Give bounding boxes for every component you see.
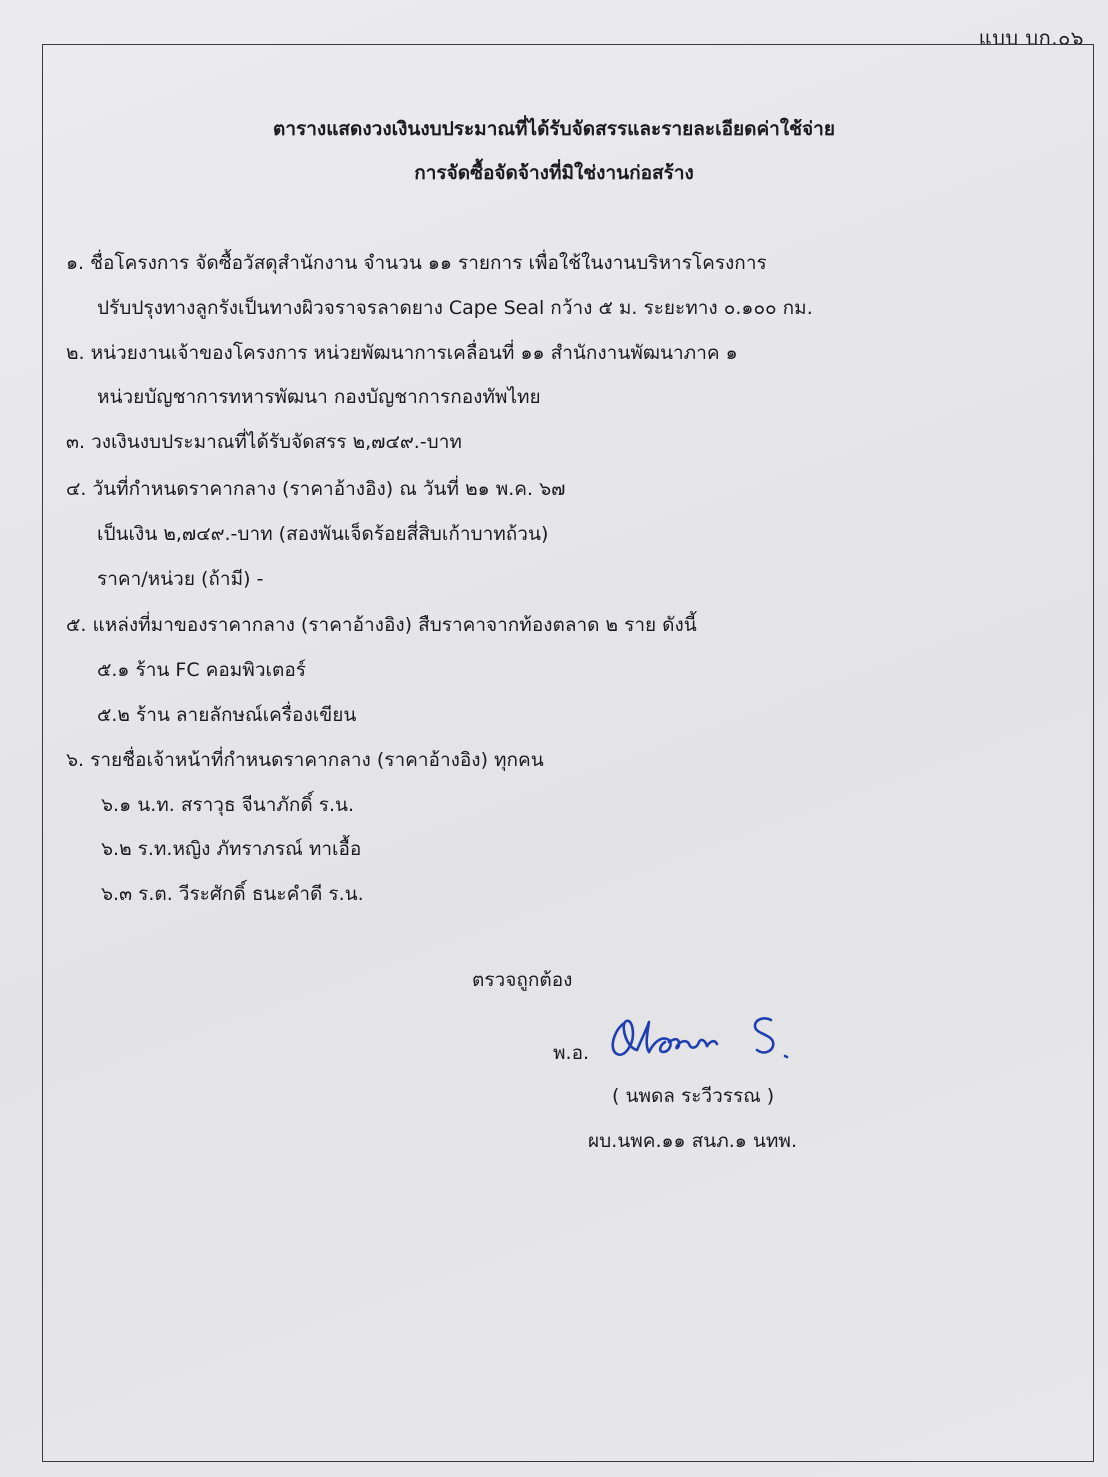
item-4-unit-price: ราคา/หน่วย (ถ้ามี) - [97, 568, 264, 590]
item-2-owner-unit-detail: หน่วยบัญชาการทหารพัฒนา กองบัญชาการกองทัพไทย [97, 386, 541, 408]
verified-label: ตรวจถูกต้อง [472, 969, 573, 991]
item-4-amount: เป็นเงิน ๒,๗๔๙.-บาท (สองพันเจ็ดร้อยสี่สิบเก้าบาทถ้วน) [97, 523, 549, 545]
form-code: แบบ บก.๐๖ [978, 26, 1084, 50]
item-1-project-detail: ปรับปรุงทางลูกรังเป็นทางผิวจราจรลาดยาง Cape Seal กว้าง ๕ ม. ระยะทาง ๐.๑๐๐ กม. [97, 297, 813, 319]
signer-name: ( นพดล ระวีวรรณ ) [612, 1085, 775, 1107]
signature-block [553, 1010, 813, 1070]
item-3-budget: ๓. วงเงินงบประมาณที่ได้รับจัดสรร ๒,๗๔๙.-บาท [66, 431, 462, 453]
item-5-1-shop: ๕.๑ ร้าน FC คอมพิวเตอร์ [97, 659, 306, 681]
document-title-line-2: การจัดซื้อจัดจ้างที่มิใช่งานก่อสร้าง [414, 162, 694, 184]
item-5-2-shop: ๕.๒ ร้าน ลายลักษณ์เครื่องเขียน [97, 704, 357, 726]
signer-rank: พ.อ. [553, 1042, 590, 1064]
handwritten-signature [603, 1010, 803, 1068]
item-4-reference-date: ๔. วันที่กำหนดราคากลาง (ราคาอ้างอิง) ณ วันที่ ๒๑ พ.ค. ๖๗ [66, 478, 566, 500]
item-2-owner-unit: ๒. หน่วยงานเจ้าของโครงการ หน่วยพัฒนาการเคลื่อนที่ ๑๑ สำนักงานพัฒนาภาค ๑ [66, 342, 738, 364]
item-6-2-official: ๖.๒ ร.ท.หญิง ภัทราภรณ์ ทาเอื้อ [101, 838, 362, 860]
signer-position: ผบ.นพค.๑๑ สนภ.๑ นทพ. [588, 1130, 797, 1152]
item-1-project-name: ๑. ชื่อโครงการ จัดซื้อวัสดุสำนักงาน จำนวน ๑๑ รายการ เพื่อใช้ในงานบริหารโครงการ [66, 252, 767, 274]
item-6-1-official: ๖.๑ น.ท. สราวุธ จีนาภักดิ์ ร.น. [101, 794, 355, 816]
item-6-3-official: ๖.๓ ร.ต. วีระศักดิ์ ธนะคำดี ร.น. [101, 883, 364, 905]
document-title-line-1: ตารางแสดงวงเงินงบประมาณที่ได้รับจัดสรรและรายละเอียดค่าใช้จ่าย [273, 118, 835, 140]
item-6-officials: ๖. รายชื่อเจ้าหน้าที่กำหนดราคากลาง (ราคาอ้างอิง) ทุกคน [66, 749, 544, 771]
item-5-price-source: ๕. แหล่งที่มาของราคากลาง (ราคาอ้างอิง) สืบราคาจากท้องตลาด ๒ ราย ดังนี้ [66, 614, 697, 636]
